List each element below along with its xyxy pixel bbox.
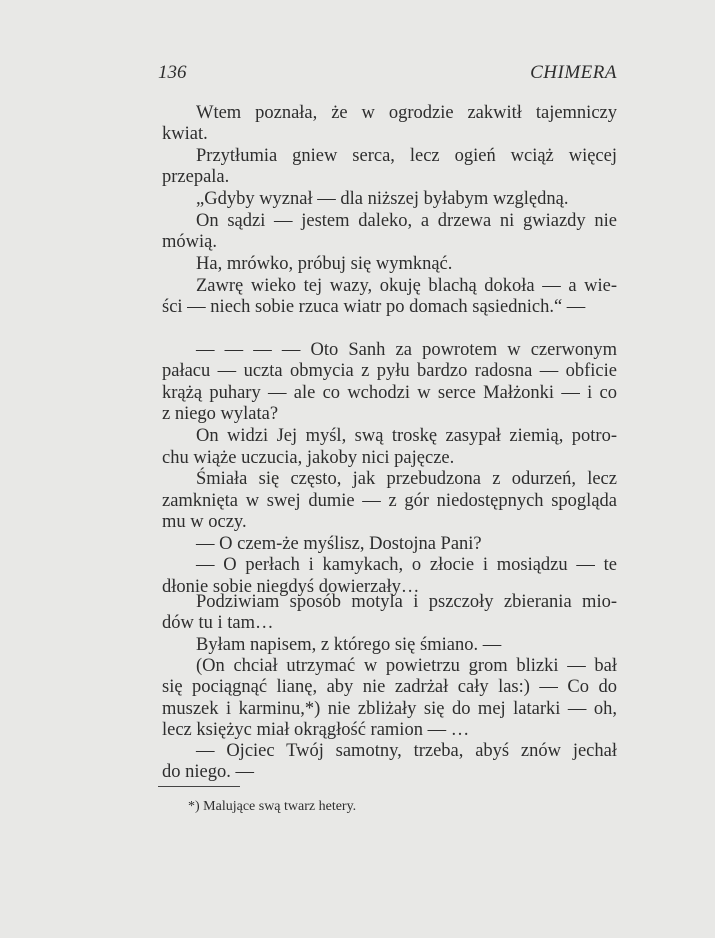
- text-line: pałacu — uczta obmycia z pyłu bardzo radosna — obficie: [162, 361, 617, 381]
- text-line: Śmiała się często, jak przebudzona z odurzeń, lecz: [196, 469, 617, 489]
- text-line: chu wiąże uczucia, jakoby nici pajęcze.: [162, 448, 455, 468]
- text-line: dów tu i tam…: [162, 613, 274, 633]
- text-line: z niego wylata?: [162, 404, 279, 424]
- page-number: 136: [158, 62, 187, 83]
- text-line: krążą puhary — ale co wchodzi w serce Małżonki — i co: [162, 383, 617, 403]
- text-line: „Gdyby wyznał — dla niższej byłabym względną.: [196, 189, 569, 209]
- text-line: — O czem-że myślisz, Dostojna Pani?: [196, 534, 482, 554]
- text-line: — O perłach i kamykach, o złocie i mosiądzu — te: [196, 555, 617, 575]
- footnote: *) Malujące swą twarz hetery.: [188, 799, 357, 814]
- text-line: ści — niech sobie rzuca wiatr po domach sąsiednich.“ —: [162, 297, 586, 317]
- text-line: kwiat.: [162, 124, 208, 144]
- text-line: mówią.: [162, 232, 217, 252]
- text-line: Podziwiam sposób motyla i pszczoły zbierania mio-: [196, 592, 617, 612]
- text-line: Zawrę wieko tej wazy, okuję blachą dokoła — a wie-: [196, 276, 617, 296]
- text-line: Wtem poznała, że w ogrodzie zakwitł tajemniczy: [196, 103, 617, 123]
- text-line: się pociągnąć lianę, aby nie zadrżał cały las:) — Co do: [162, 677, 617, 697]
- text-line: (On chciał utrzymać w powietrzu grom blizki — bał: [196, 656, 617, 676]
- text-line: lecz księżyc miał okrągłość ramion — …: [162, 720, 470, 740]
- footnote-divider: [158, 786, 240, 787]
- running-title: CHIMERA: [530, 62, 617, 83]
- text-line: Przytłumia gniew serca, lecz ogień wciąż więcej: [196, 146, 617, 166]
- text-line: mu w oczy.: [162, 512, 247, 532]
- text-line: dłonie sobie niegdyś dowierzały…: [162, 577, 420, 597]
- text-line: — — — — Oto Sanh za powrotem w czerwonym: [196, 340, 617, 360]
- text-line: Ha, mrówko, próbuj się wymknąć.: [196, 254, 453, 274]
- text-line: On sądzi — jestem daleko, a drzewa ni gwiazdy nie: [196, 211, 617, 231]
- text-line: — Ojciec Twój samotny, trzeba, abyś znów jechał: [196, 741, 617, 761]
- text-line: zamknięta w swej dumie — z gór niedostępnych spogląda: [162, 491, 617, 511]
- text-line: muszek i karminu,*) nie zbliżały się do mej latarki — oh,: [162, 699, 617, 719]
- text-line: przepala.: [162, 167, 230, 187]
- text-line: Byłam napisem, z którego się śmiano. —: [196, 635, 502, 655]
- text-line: On widzi Jej myśl, swą troskę zasypał ziemią, potro-: [196, 426, 617, 446]
- text-line: do niego. —: [162, 762, 254, 782]
